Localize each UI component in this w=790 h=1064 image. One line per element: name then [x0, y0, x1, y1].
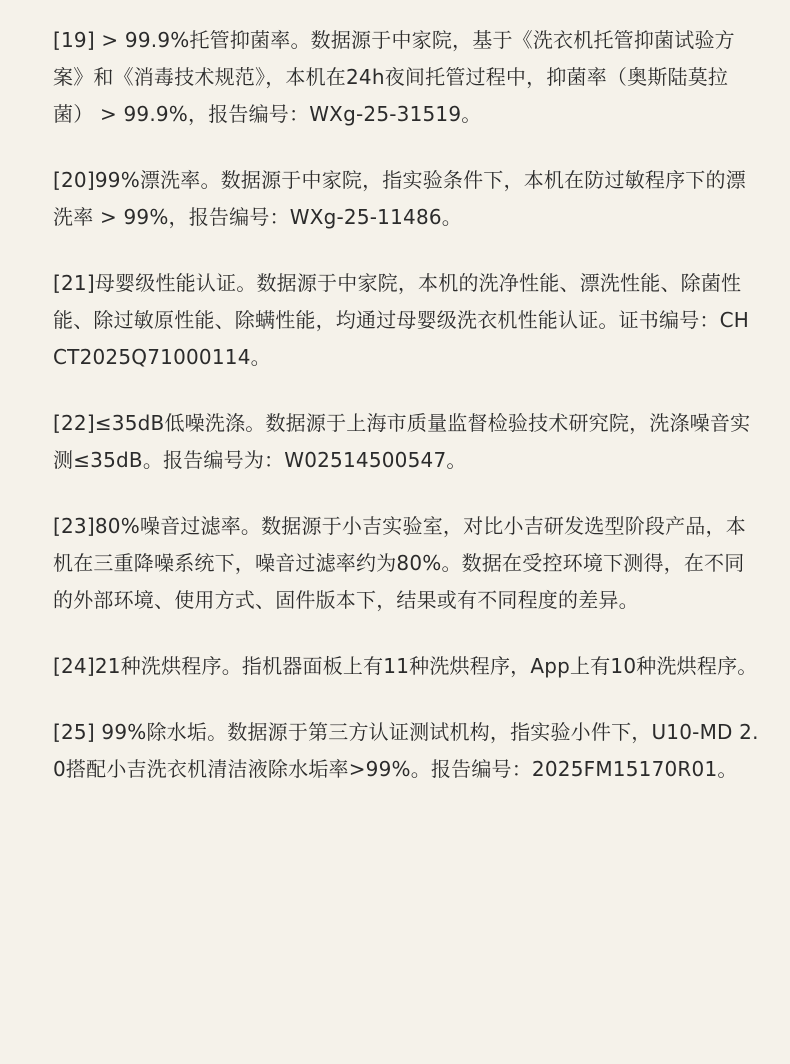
- footnote-24: [24]21种洗烘程序。指机器面板上有11种洗烘程序，App上有10种洗烘程序。: [53, 654, 758, 678]
- footnote-23: [23]80%噪音过滤率。数据源于小吉实验室，对比小吉研发选型阶段产品，本机在三重降噪系统下，噪音过滤率约为80%。数据在受控环境下测得，在不同的外部环境、使用方式、固件版本下，结果或有不同程度的差异。: [53, 514, 746, 612]
- footnote-22: [22]≤35dB低噪洗涤。数据源于上海市质量监督检验技术研究院，洗涤噪音实测≤35dB。报告编号为：W02514500547。: [53, 411, 751, 472]
- footnote-21: [21]母婴级性能认证。数据源于中家院，本机的洗净性能、漂洗性能、除菌性能、除过敏原性能、除螨性能，均通过母婴级洗衣机性能认证。证书编号：CHCT2025Q71000114。: [53, 271, 750, 369]
- footnote-25: [25] 99%除水垢。数据源于第三方认证测试机构，指实验小件下，U10-MD 2.0搭配小吉洗衣机清洁液除水垢率>99%。报告编号：2025FM15170R01。: [53, 720, 759, 781]
- footnote-20: [20]99%漂洗率。数据源于中家院，指实验条件下，本机在防过敏程序下的漂洗率 > 99%，报告编号：WXg-25-11486。: [53, 168, 746, 229]
- footnote-19: [19] > 99.9%托管抑菌率。数据源于中家院，基于《洗衣机托管抑菌试验方案》和《消毒技术规范》，本机在24h夜间托管过程中，抑菌率（奥斯陆莫拉菌） > 99.9%，报告编号：WXg-25-31519。: [53, 28, 735, 126]
